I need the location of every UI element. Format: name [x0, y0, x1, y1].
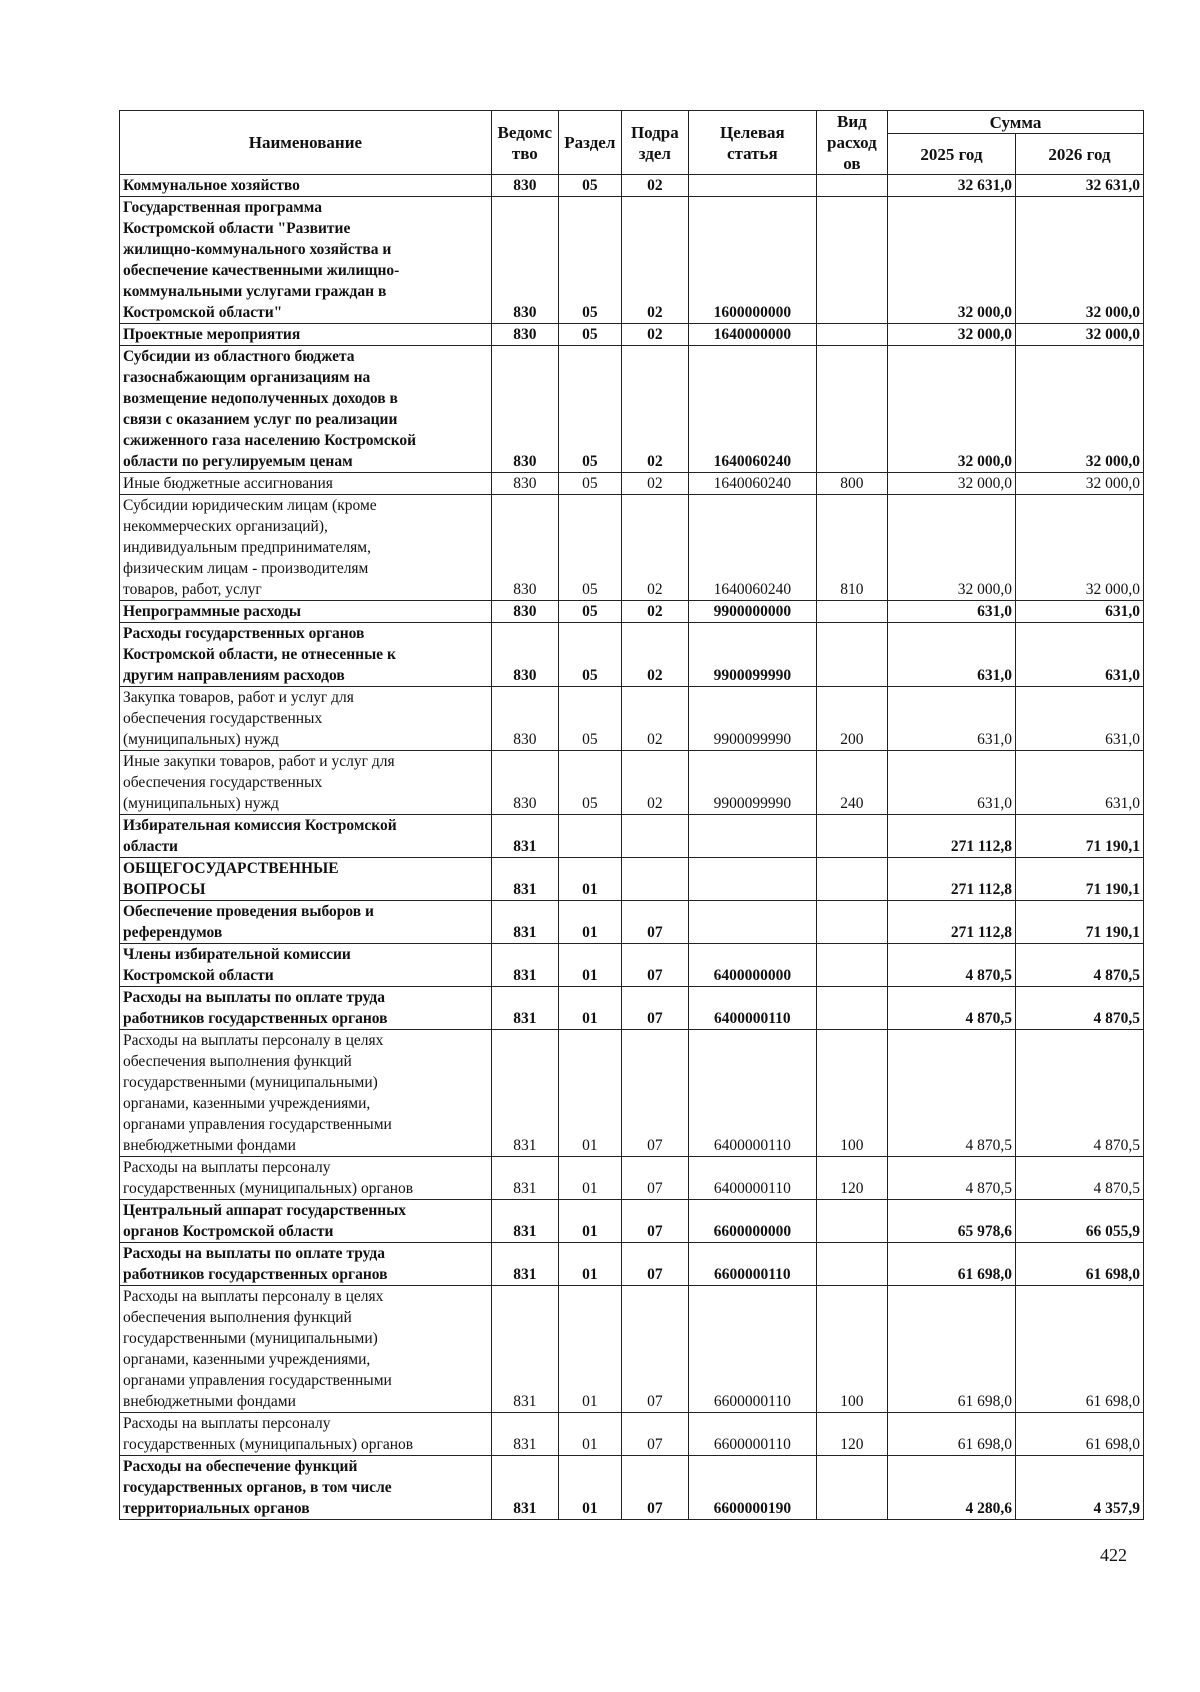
- header-summa: Сумма: [887, 111, 1143, 134]
- row-celevaya-statya: 6600000110: [688, 1286, 816, 1413]
- row-vid-rashodov: 100: [816, 1030, 887, 1157]
- row-vid-rashodov: [816, 324, 887, 346]
- table-body: [120, 175, 1144, 1520]
- row-podrazdel: 07: [621, 1157, 688, 1200]
- row-sum-2025: 271 112,8: [887, 858, 1015, 901]
- row-sum-2025: 61 698,0: [887, 1243, 1015, 1286]
- row-sum-2026: 4 357,9: [1015, 1456, 1143, 1520]
- row-razdel: 05: [558, 687, 621, 751]
- row-celevaya-statya: [688, 901, 816, 944]
- row-sum-2025: 32 631,0: [887, 175, 1015, 197]
- row-vid-rashodov: [816, 175, 887, 197]
- row-sum-2026: 32 000,0: [1015, 197, 1143, 324]
- row-razdel: 05: [558, 495, 621, 601]
- row-sum-2026: 61 698,0: [1015, 1243, 1143, 1286]
- row-name: Расходы на выплаты персоналу в целях обеспечения выполнения функций государственными (муниципальными) органами, казенными учреждениями, органами управления государственными внебюджетными фондами: [120, 1030, 492, 1157]
- row-sum-2026: 61 698,0: [1015, 1413, 1143, 1456]
- row-vedomstvo: 830: [491, 601, 558, 623]
- row-vedomstvo: 831: [491, 1200, 558, 1243]
- row-celevaya-statya: 1640060240: [688, 473, 816, 495]
- row-sum-2025: 61 698,0: [887, 1413, 1015, 1456]
- row-celevaya-statya: 1640060240: [688, 346, 816, 473]
- row-vedomstvo: 830: [491, 175, 558, 197]
- table-row: [120, 601, 1144, 623]
- table-row: [120, 1456, 1144, 1520]
- row-podrazdel: [621, 858, 688, 901]
- row-razdel: [558, 815, 621, 858]
- row-vid-rashodov: [816, 858, 887, 901]
- row-name: Расходы на выплаты по оплате труда работников государственных органов: [120, 987, 492, 1030]
- row-vedomstvo: 831: [491, 1413, 558, 1456]
- row-name: Расходы государственных органов Костромской области, не отнесенные к другим направлениям расходов: [120, 623, 492, 687]
- row-sum-2026: 71 190,1: [1015, 858, 1143, 901]
- row-podrazdel: 07: [621, 1456, 688, 1520]
- row-vid-rashodov: [816, 346, 887, 473]
- row-podrazdel: 07: [621, 901, 688, 944]
- row-razdel: 01: [558, 1030, 621, 1157]
- row-razdel: 05: [558, 324, 621, 346]
- row-podrazdel: 07: [621, 1413, 688, 1456]
- table-row: [120, 1030, 1144, 1157]
- row-sum-2026: 631,0: [1015, 751, 1143, 815]
- row-celevaya-statya: [688, 175, 816, 197]
- row-vedomstvo: 830: [491, 473, 558, 495]
- row-vid-rashodov: 100: [816, 1286, 887, 1413]
- header-year-2026: 2026 год: [1015, 134, 1143, 175]
- row-vedomstvo: 830: [491, 324, 558, 346]
- row-sum-2025: 4 280,6: [887, 1456, 1015, 1520]
- row-sum-2026: 61 698,0: [1015, 1286, 1143, 1413]
- table-row: [120, 901, 1144, 944]
- table-row: [120, 495, 1144, 601]
- row-sum-2025: 631,0: [887, 623, 1015, 687]
- row-sum-2026: 71 190,1: [1015, 815, 1143, 858]
- row-podrazdel: 07: [621, 987, 688, 1030]
- row-razdel: 01: [558, 1157, 621, 1200]
- row-vedomstvo: 831: [491, 944, 558, 987]
- row-sum-2025: 65 978,6: [887, 1200, 1015, 1243]
- row-sum-2025: 4 870,5: [887, 1157, 1015, 1200]
- row-sum-2026: 32 000,0: [1015, 495, 1143, 601]
- row-vedomstvo: 831: [491, 815, 558, 858]
- row-celevaya-statya: 9900099990: [688, 687, 816, 751]
- row-sum-2026: 631,0: [1015, 623, 1143, 687]
- row-celevaya-statya: 6600000000: [688, 1200, 816, 1243]
- row-sum-2026: 32 000,0: [1015, 473, 1143, 495]
- row-name: Проектные мероприятия: [120, 324, 492, 346]
- table-row: [120, 858, 1144, 901]
- header-podrazdel: Подра здел: [621, 111, 688, 175]
- row-razdel: 05: [558, 346, 621, 473]
- row-sum-2025: 271 112,8: [887, 815, 1015, 858]
- row-podrazdel: 02: [621, 346, 688, 473]
- row-podrazdel: 02: [621, 324, 688, 346]
- row-podrazdel: [621, 815, 688, 858]
- row-name: Обеспечение проведения выборов и референдумов: [120, 901, 492, 944]
- row-razdel: 01: [558, 1456, 621, 1520]
- row-name: Закупка товаров, работ и услуг для обеспечения государственных (муниципальных) нужд: [120, 687, 492, 751]
- row-celevaya-statya: [688, 858, 816, 901]
- row-sum-2026: 32 000,0: [1015, 324, 1143, 346]
- row-sum-2026: 4 870,5: [1015, 1030, 1143, 1157]
- row-sum-2025: 631,0: [887, 601, 1015, 623]
- row-vedomstvo: 831: [491, 1243, 558, 1286]
- row-sum-2025: 4 870,5: [887, 1030, 1015, 1157]
- row-vid-rashodov: [816, 1200, 887, 1243]
- row-name: Субсидии юридическим лицам (кроме некоммерческих организаций), индивидуальным предпринимателям, физическим лицам - производителям товаров, работ, услуг: [120, 495, 492, 601]
- row-vedomstvo: 831: [491, 987, 558, 1030]
- row-vedomstvo: 830: [491, 197, 558, 324]
- row-celevaya-statya: 9900000000: [688, 601, 816, 623]
- page-number: 422: [1100, 1545, 1127, 1565]
- row-razdel: 01: [558, 901, 621, 944]
- table-row: [120, 1157, 1144, 1200]
- row-sum-2026: 66 055,9: [1015, 1200, 1143, 1243]
- row-sum-2026: 631,0: [1015, 601, 1143, 623]
- row-vid-rashodov: [816, 623, 887, 687]
- table-row: [120, 1286, 1144, 1413]
- row-sum-2025: 4 870,5: [887, 944, 1015, 987]
- row-podrazdel: 02: [621, 623, 688, 687]
- row-razdel: 01: [558, 858, 621, 901]
- table-row: [120, 1200, 1144, 1243]
- row-name: Расходы на выплаты персоналу в целях обеспечения выполнения функций государственными (муниципальными) органами, казенными учреждениями, органами управления государственными внебюджетными фондами: [120, 1286, 492, 1413]
- row-celevaya-statya: 9900099990: [688, 623, 816, 687]
- row-vedomstvo: 831: [491, 1286, 558, 1413]
- row-celevaya-statya: 6600000110: [688, 1413, 816, 1456]
- table-header: [120, 111, 1144, 175]
- row-vedomstvo: 831: [491, 1030, 558, 1157]
- row-sum-2025: 61 698,0: [887, 1286, 1015, 1413]
- row-vedomstvo: 831: [491, 858, 558, 901]
- row-vid-rashodov: 810: [816, 495, 887, 601]
- row-sum-2026: 32 000,0: [1015, 346, 1143, 473]
- row-name: Иные закупки товаров, работ и услуг для обеспечения государственных (муниципальных) нужд: [120, 751, 492, 815]
- row-sum-2025: 631,0: [887, 687, 1015, 751]
- row-razdel: 05: [558, 601, 621, 623]
- row-celevaya-statya: 6600000190: [688, 1456, 816, 1520]
- table-row: [120, 944, 1144, 987]
- row-celevaya-statya: 1640000000: [688, 324, 816, 346]
- row-name: Государственная программа Костромской области "Развитие жилищно-коммунального хозяйства и обеспечение качественными жилищно- коммунальными услугами граждан в Костромской области": [120, 197, 492, 324]
- row-vid-rashodov: 200: [816, 687, 887, 751]
- header-vid-rashodov: Вид расход ов: [816, 111, 887, 175]
- header-name: Наименование: [120, 111, 492, 175]
- row-celevaya-statya: 6600000110: [688, 1243, 816, 1286]
- row-vedomstvo: 831: [491, 1157, 558, 1200]
- row-sum-2025: 32 000,0: [887, 495, 1015, 601]
- row-celevaya-statya: 6400000110: [688, 1030, 816, 1157]
- row-vid-rashodov: [816, 1243, 887, 1286]
- row-sum-2026: 631,0: [1015, 687, 1143, 751]
- table-row: [120, 1413, 1144, 1456]
- table-row: [120, 175, 1144, 197]
- table-row: [120, 1243, 1144, 1286]
- row-name: Расходы на выплаты по оплате труда работников государственных органов: [120, 1243, 492, 1286]
- row-vid-rashodov: [816, 601, 887, 623]
- header-celevaya-statya: Целевая статья: [688, 111, 816, 175]
- budget-table: [119, 110, 1144, 1520]
- row-podrazdel: 02: [621, 473, 688, 495]
- row-razdel: 01: [558, 1413, 621, 1456]
- header-year-2025: 2025 год: [887, 134, 1015, 175]
- row-podrazdel: 07: [621, 1243, 688, 1286]
- row-name: Расходы на выплаты персоналу государственных (муниципальных) органов: [120, 1157, 492, 1200]
- row-name: Коммунальное хозяйство: [120, 175, 492, 197]
- row-vid-rashodov: [816, 901, 887, 944]
- row-razdel: 01: [558, 987, 621, 1030]
- row-podrazdel: 02: [621, 197, 688, 324]
- row-name: Расходы на выплаты персоналу государственных (муниципальных) органов: [120, 1413, 492, 1456]
- table-row: [120, 197, 1144, 324]
- row-vid-rashodov: [816, 197, 887, 324]
- row-celevaya-statya: 6400000110: [688, 987, 816, 1030]
- row-vid-rashodov: [816, 815, 887, 858]
- row-sum-2025: 4 870,5: [887, 987, 1015, 1030]
- row-sum-2026: 4 870,5: [1015, 944, 1143, 987]
- row-vid-rashodov: 120: [816, 1157, 887, 1200]
- table-row: [120, 623, 1144, 687]
- row-razdel: 05: [558, 751, 621, 815]
- row-vedomstvo: 831: [491, 1456, 558, 1520]
- row-razdel: 01: [558, 1286, 621, 1413]
- row-razdel: 05: [558, 175, 621, 197]
- table-row: [120, 473, 1144, 495]
- row-sum-2026: 4 870,5: [1015, 1157, 1143, 1200]
- row-razdel: 05: [558, 197, 621, 324]
- row-razdel: 05: [558, 473, 621, 495]
- row-name: Непрограммные расходы: [120, 601, 492, 623]
- row-sum-2026: 4 870,5: [1015, 987, 1143, 1030]
- row-vedomstvo: 830: [491, 687, 558, 751]
- row-name: Субсидии из областного бюджета газоснабжающим организациям на возмещение недополученных доходов в связи с оказанием услуг по реализации сжиженного газа населению Костромской области по регулируемым ценам: [120, 346, 492, 473]
- row-name: Расходы на обеспечение функций государственных органов, в том числе территориальных органов: [120, 1456, 492, 1520]
- row-celevaya-statya: 9900099990: [688, 751, 816, 815]
- row-razdel: 01: [558, 1243, 621, 1286]
- row-name: ОБЩЕГОСУДАРСТВЕННЫЕ ВОПРОСЫ: [120, 858, 492, 901]
- row-vedomstvo: 830: [491, 623, 558, 687]
- row-podrazdel: 07: [621, 1286, 688, 1413]
- row-podrazdel: 07: [621, 1200, 688, 1243]
- table-row: [120, 751, 1144, 815]
- row-razdel: 01: [558, 944, 621, 987]
- header-vedomstvo: Ведомс тво: [491, 111, 558, 175]
- row-vid-rashodov: [816, 987, 887, 1030]
- row-podrazdel: 02: [621, 751, 688, 815]
- row-podrazdel: 07: [621, 1030, 688, 1157]
- row-celevaya-statya: 1600000000: [688, 197, 816, 324]
- row-vid-rashodov: 800: [816, 473, 887, 495]
- row-sum-2025: 32 000,0: [887, 346, 1015, 473]
- row-vid-rashodov: [816, 944, 887, 987]
- row-vid-rashodov: [816, 1456, 887, 1520]
- row-celevaya-statya: 1640060240: [688, 495, 816, 601]
- row-podrazdel: 02: [621, 495, 688, 601]
- row-sum-2025: 631,0: [887, 751, 1015, 815]
- row-vedomstvo: 830: [491, 495, 558, 601]
- row-vid-rashodov: 240: [816, 751, 887, 815]
- header-razdel: Раздел: [558, 111, 621, 175]
- row-podrazdel: 02: [621, 601, 688, 623]
- row-sum-2026: 32 631,0: [1015, 175, 1143, 197]
- row-sum-2025: 271 112,8: [887, 901, 1015, 944]
- row-celevaya-statya: [688, 815, 816, 858]
- row-name: Избирательная комиссия Костромской области: [120, 815, 492, 858]
- row-celevaya-statya: 6400000000: [688, 944, 816, 987]
- row-podrazdel: 02: [621, 175, 688, 197]
- row-razdel: 01: [558, 1200, 621, 1243]
- row-name: Иные бюджетные ассигнования: [120, 473, 492, 495]
- row-sum-2025: 32 000,0: [887, 324, 1015, 346]
- row-podrazdel: 02: [621, 687, 688, 751]
- row-sum-2025: 32 000,0: [887, 197, 1015, 324]
- row-vid-rashodov: 120: [816, 1413, 887, 1456]
- table-row: [120, 346, 1144, 473]
- row-name: Центральный аппарат государственных органов Костромской области: [120, 1200, 492, 1243]
- row-sum-2026: 71 190,1: [1015, 901, 1143, 944]
- row-vedomstvo: 831: [491, 901, 558, 944]
- row-sum-2025: 32 000,0: [887, 473, 1015, 495]
- row-vedomstvo: 830: [491, 751, 558, 815]
- row-podrazdel: 07: [621, 944, 688, 987]
- row-name: Члены избирательной комиссии Костромской области: [120, 944, 492, 987]
- row-celevaya-statya: 6400000110: [688, 1157, 816, 1200]
- table-row: [120, 324, 1144, 346]
- table-row: [120, 987, 1144, 1030]
- table-row: [120, 815, 1144, 858]
- table-row: [120, 687, 1144, 751]
- row-vedomstvo: 830: [491, 346, 558, 473]
- row-razdel: 05: [558, 623, 621, 687]
